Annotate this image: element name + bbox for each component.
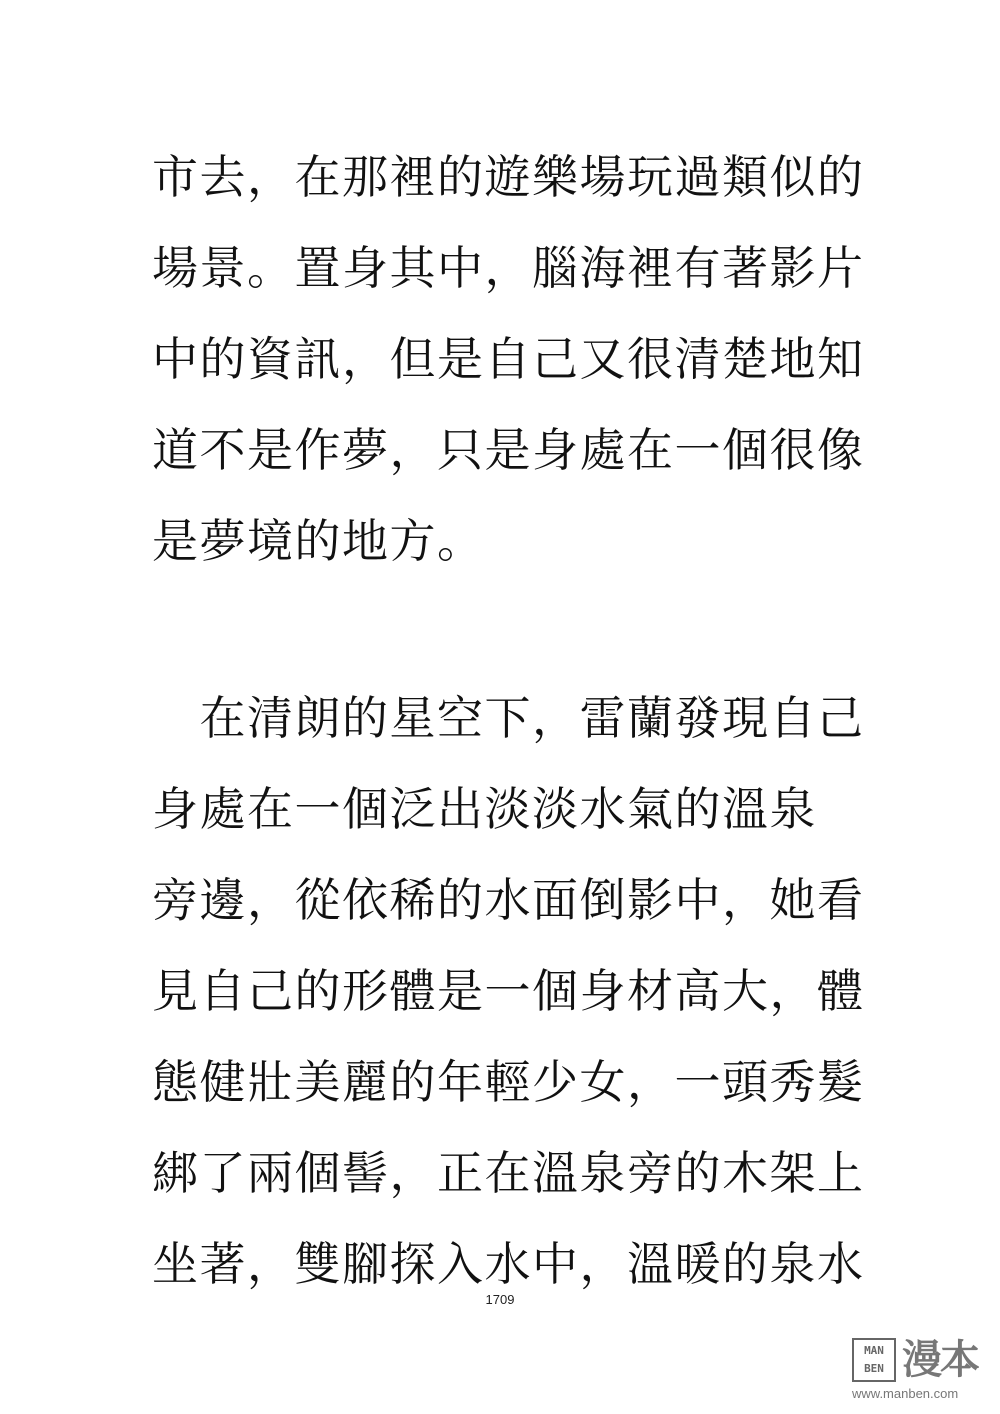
text-line: 是夢境的地方。 <box>152 514 485 568</box>
watermark-logo-bottom: BEN <box>864 1362 884 1375</box>
watermark-logo-icon <box>852 1338 896 1382</box>
site-watermark[interactable] <box>852 1338 992 1404</box>
paragraph-2 <box>152 673 865 1310</box>
text-line: 場景。置身其中，腦海裡有著影片 <box>152 241 865 295</box>
page-number: 1709 <box>485 1292 515 1307</box>
body-text <box>152 132 865 1310</box>
watermark-logo-top: MAN <box>864 1344 884 1357</box>
watermark-url[interactable]: www.manben.com <box>852 1386 959 1401</box>
paragraph-1 <box>152 132 865 587</box>
text-line: 道不是作夢，只是身處在一個很像 <box>152 423 865 477</box>
text-line: 見自己的形體是一個身材高大，體 <box>152 964 865 1018</box>
text-line: 坐著，雙腳探入水中，溫暖的泉水 <box>152 1237 865 1291</box>
text-line: 旁邊，從依稀的水面倒影中，她看 <box>152 873 865 927</box>
text-line: 中的資訊，但是自己又很清楚地知 <box>152 332 865 386</box>
text-line: 在清朗的星空下，雷蘭發現自己 <box>152 691 865 745</box>
text-line: 市去，在那裡的遊樂場玩過類似的 <box>152 150 865 204</box>
text-line: 態健壯美麗的年輕少女，一頭秀髮 <box>152 1055 865 1109</box>
text-line: 綁了兩個髻，正在溫泉旁的木架上 <box>152 1146 865 1200</box>
watermark-brand: 漫本 <box>902 1337 978 1383</box>
text-line: 身處在一個泛出淡淡水氣的溫泉 <box>152 782 817 836</box>
